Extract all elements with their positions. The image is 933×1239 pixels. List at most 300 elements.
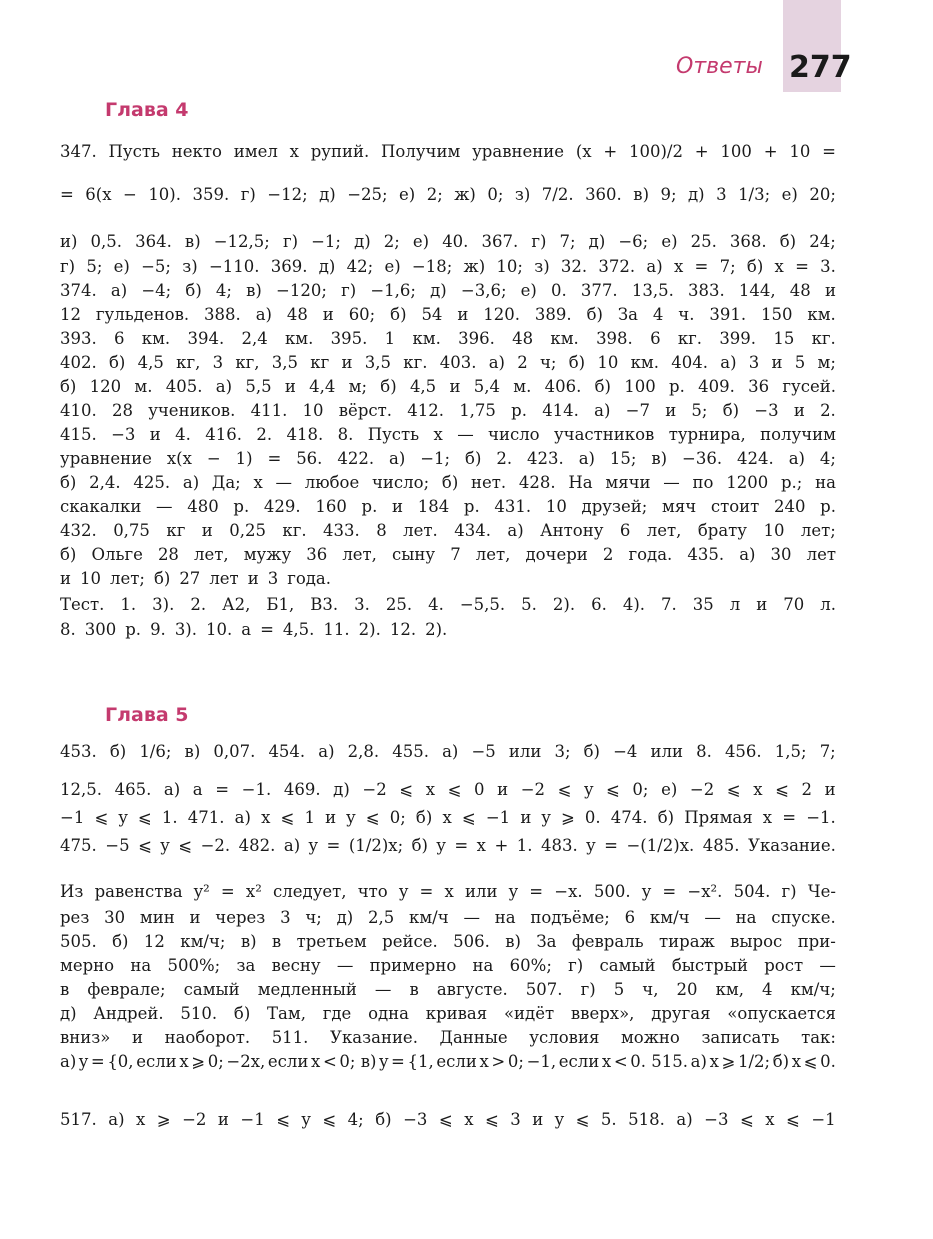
line-word: Андрей. — [93, 1004, 164, 1023]
line-word: кривая — [425, 1004, 488, 1023]
line-word: а) — [255, 305, 272, 324]
line-word: 454. — [268, 742, 306, 761]
line-word: 20; — [809, 185, 836, 204]
answer-line — [60, 257, 836, 281]
line-word: −4; — [141, 281, 172, 300]
answer-line — [60, 1052, 836, 1110]
line-word: y — [436, 836, 446, 855]
line-word: — — [663, 473, 680, 492]
line-word: x — [479, 1052, 489, 1071]
line-word: 184 — [417, 497, 450, 516]
line-word: 8 — [376, 521, 387, 540]
line-word: За — [536, 932, 557, 951]
line-word: г) — [568, 956, 584, 975]
answer-line — [60, 449, 836, 473]
line-word: 240 — [773, 497, 806, 516]
line-word: x — [791, 1052, 802, 1071]
line-word: на — [735, 908, 757, 927]
line-word: на — [472, 956, 494, 975]
line-word: (x — [575, 142, 592, 161]
line-word: в) — [184, 742, 201, 761]
line-word: б) — [375, 1110, 392, 1129]
line-word: лет, — [475, 545, 511, 564]
line-word: лет; — [800, 521, 836, 540]
line-word: = — [90, 1052, 105, 1071]
line-word: 433. — [323, 521, 360, 540]
line-word: 482. — [238, 836, 276, 855]
line-word: а) — [788, 449, 805, 468]
line-word: б) — [380, 377, 397, 396]
line-word: если — [136, 1052, 177, 1071]
line-word: −12; — [267, 185, 308, 204]
line-word: 360. — [585, 185, 622, 204]
line-word: 7. — [661, 595, 677, 614]
line-word: 398. — [596, 329, 633, 348]
line-word: б) — [233, 1004, 251, 1023]
line-word: Получим — [381, 142, 461, 161]
line-word: 5,4 — [473, 377, 500, 396]
line-word: а) — [60, 1052, 77, 1071]
line-word: е) — [520, 281, 537, 300]
line-word: x — [433, 425, 443, 444]
line-word: 2). — [425, 620, 448, 639]
line-word: р. — [233, 497, 250, 516]
answer-line — [60, 329, 836, 353]
line-word: За — [617, 305, 638, 324]
line-word: км. — [412, 329, 441, 348]
line-word: {1, — [407, 1052, 434, 1071]
chapter-5-answers — [60, 742, 836, 1140]
line-word: Из — [60, 882, 84, 901]
line-word: x — [762, 808, 773, 827]
line-word: в) — [246, 281, 262, 300]
line-word: мячи — [605, 473, 651, 492]
line-word: 70 — [783, 595, 805, 614]
line-word: или — [465, 882, 498, 901]
line-word: 0 — [474, 780, 485, 799]
line-word: 2. — [256, 425, 273, 444]
line-word: г) — [240, 185, 256, 204]
chapter-5-heading: Глава 5 — [105, 704, 189, 726]
line-word: 418. — [286, 425, 324, 444]
line-word: 60; — [348, 305, 376, 324]
line-word: б) — [411, 836, 428, 855]
line-word: −3 — [754, 401, 779, 420]
line-word: 7; — [819, 742, 836, 761]
line-word: ч; — [539, 353, 557, 372]
line-word: Данные — [439, 1028, 508, 1047]
line-word: ⩽ — [557, 780, 572, 799]
line-word: а) — [739, 545, 756, 564]
line-word: = — [220, 882, 235, 901]
line-word: 368. — [729, 232, 767, 251]
line-word: б) — [441, 473, 459, 492]
line-word: −5 — [105, 836, 130, 855]
line-word: и — [793, 401, 805, 420]
line-word: 144, — [738, 281, 776, 300]
answer-line — [60, 281, 836, 305]
line-word: 4; — [215, 281, 232, 300]
line-word: 347. — [60, 142, 97, 161]
line-word: е) — [399, 185, 416, 204]
line-word: а) — [646, 257, 663, 276]
line-word: 10 — [763, 521, 785, 540]
line-word: 2; — [426, 185, 443, 204]
line-word: м; — [817, 353, 836, 372]
line-word: 5,5 — [245, 377, 272, 396]
line-word: и — [217, 1110, 229, 1129]
line-word: 7 — [450, 545, 461, 564]
line-word: и) — [60, 232, 78, 251]
line-word: −1 — [240, 1110, 265, 1129]
line-word: 475. — [60, 836, 97, 855]
line-word: −110. — [208, 257, 260, 276]
line-word: 2 — [801, 780, 813, 799]
line-word: x² — [245, 882, 262, 901]
line-word: е) — [661, 780, 678, 799]
line-word: 48 — [512, 329, 534, 348]
line-word: — — [275, 473, 293, 492]
line-word: 369. — [270, 257, 308, 276]
line-word: б) — [746, 257, 764, 276]
line-word: можно — [620, 1028, 680, 1047]
line-word: 1. — [120, 595, 137, 614]
line-word: = — [662, 882, 677, 901]
line-word: y — [398, 882, 409, 901]
line-word: б) — [109, 353, 126, 372]
line-word: — — [704, 908, 721, 927]
line-word: 6 — [619, 521, 631, 540]
line-word: г) — [531, 232, 547, 251]
line-word: б) — [583, 742, 600, 761]
line-word: д) — [318, 257, 336, 276]
line-word: Прямая — [684, 808, 753, 827]
line-word: −1; — [420, 449, 451, 468]
line-word: кг. — [811, 329, 836, 348]
line-word: 1/3; — [738, 185, 771, 204]
line-word: 511. — [271, 1028, 309, 1047]
line-word: 423. — [527, 449, 564, 468]
line-word: Антону — [540, 521, 604, 540]
line-word: 2,4. — [89, 473, 121, 492]
answer-line — [60, 882, 836, 908]
line-word: 500. — [593, 882, 631, 901]
line-word: −1 — [811, 1110, 836, 1129]
line-word: и — [392, 497, 404, 516]
line-word: получим — [760, 425, 836, 444]
line-word: мяч — [661, 497, 697, 516]
line-word: 4,5 — [409, 377, 437, 396]
line-word: + — [763, 142, 778, 161]
line-word: 517. — [60, 1110, 97, 1129]
line-word: = — [782, 808, 797, 827]
line-word: x — [442, 808, 452, 827]
line-word: д) — [430, 281, 447, 300]
line-word: м. — [513, 377, 532, 396]
line-word: б) — [390, 305, 407, 324]
line-word: а) — [318, 742, 335, 761]
line-word: 9; — [660, 185, 677, 204]
line-word: −4 — [613, 742, 638, 761]
line-word: 0; — [507, 1052, 524, 1071]
line-word: р. — [361, 497, 378, 516]
line-word: y — [308, 836, 318, 855]
line-word: р. — [463, 497, 480, 516]
line-word: в) — [240, 932, 257, 951]
line-word: = — [454, 836, 469, 855]
line-word: −12,5; — [213, 232, 270, 251]
answer-line — [60, 1110, 836, 1140]
line-word: число; — [372, 473, 430, 492]
line-word: x — [444, 882, 454, 901]
line-word: 455. — [392, 742, 429, 761]
line-word: км. — [550, 329, 579, 348]
line-word: рост — [764, 956, 804, 975]
line-word: а) — [442, 742, 459, 761]
line-word: −2x, — [226, 1052, 266, 1071]
line-word: 24; — [809, 232, 836, 251]
line-word: рейсе. — [382, 932, 438, 951]
line-word: 4,4 — [309, 377, 336, 396]
line-word: 383. — [687, 281, 725, 300]
line-word: и — [325, 808, 337, 827]
line-word: стоит — [710, 497, 760, 516]
line-word: лет — [209, 569, 239, 588]
line-word: 456. — [724, 742, 762, 761]
answer-line — [60, 808, 836, 836]
line-word: б) — [60, 545, 77, 564]
line-word: 510. — [180, 1004, 218, 1023]
line-word: 399. — [719, 329, 757, 348]
line-word: 422. — [337, 449, 375, 468]
line-word: ч, — [642, 980, 659, 999]
line-word: ⩽ — [276, 1110, 291, 1129]
line-word: 483. — [541, 836, 578, 855]
test-answer-line — [60, 620, 836, 645]
line-word: 4,5 — [137, 353, 164, 372]
line-word: 120 — [89, 377, 122, 396]
line-word: рез — [60, 908, 90, 927]
answer-line — [60, 1028, 836, 1052]
line-word: лет, — [342, 545, 377, 564]
line-word: ⩾ — [721, 1052, 736, 1071]
line-word: и — [149, 425, 161, 444]
line-word: 396. — [458, 329, 495, 348]
line-word: 1200 — [726, 473, 769, 492]
line-word: 372. — [598, 257, 636, 276]
line-word: а) — [507, 521, 524, 540]
line-word: з) — [534, 257, 550, 276]
line-word: в) — [633, 185, 650, 204]
line-word: 7/2. — [541, 185, 574, 204]
line-word: турнира, — [668, 425, 746, 444]
answer-line — [60, 521, 836, 545]
line-word: 35 — [692, 595, 714, 614]
line-word: ⩽ — [803, 1052, 818, 1071]
line-word: 1 — [304, 808, 315, 827]
line-word: — — [374, 980, 392, 999]
line-word: 403. — [439, 353, 477, 372]
line-word: 0; — [487, 185, 504, 204]
line-word: −1,6; — [370, 281, 416, 300]
line-word: 48 — [286, 305, 308, 324]
line-word: 30 — [104, 908, 126, 927]
line-word: км, — [715, 980, 744, 999]
line-word: −3 — [403, 1110, 428, 1129]
line-word: а) — [283, 836, 301, 855]
line-word: лет. — [403, 521, 438, 540]
line-word: б) — [112, 932, 129, 951]
line-word: −2 — [689, 780, 715, 799]
line-word: и — [824, 281, 836, 300]
line-word: 0; — [339, 1052, 356, 1071]
line-word: 395. — [330, 329, 368, 348]
line-word: y — [301, 1110, 311, 1129]
line-word: ⩽ — [178, 836, 193, 855]
line-word: 2. — [190, 595, 207, 614]
line-word: 12,5. — [60, 780, 102, 799]
answer-line — [60, 401, 836, 425]
line-word: а) — [215, 377, 233, 396]
line-word: 1,5; — [774, 742, 807, 761]
line-word: нет. — [471, 473, 507, 492]
line-word: мин — [139, 908, 175, 927]
line-word: 424. — [737, 449, 774, 468]
line-word: в) — [184, 232, 201, 251]
line-word: «идёт — [503, 1004, 555, 1023]
running-header: Ответы — [676, 54, 763, 79]
line-word: 435. — [687, 545, 725, 564]
line-word: а) — [234, 808, 251, 827]
line-word: и — [449, 377, 461, 396]
line-word: Там, — [267, 1004, 306, 1023]
line-word: −x². — [687, 882, 723, 901]
line-word: ч; — [305, 908, 322, 927]
line-word: x — [765, 1110, 775, 1129]
line-word: 10). — [148, 185, 181, 204]
answer-line — [60, 305, 836, 329]
line-word: е) — [412, 232, 430, 251]
line-word: самый — [183, 980, 240, 999]
line-word: и — [532, 1110, 544, 1129]
line-word: 3; — [554, 742, 571, 761]
line-word: км. — [630, 353, 659, 372]
line-word: равенства — [94, 882, 183, 901]
line-word: Че- — [807, 882, 836, 901]
line-word: на — [130, 956, 152, 975]
line-word: а) — [594, 401, 611, 420]
line-word: 36 — [748, 377, 770, 396]
line-word: и — [665, 401, 677, 420]
line-word: 4. — [175, 425, 191, 444]
line-word: некто — [171, 142, 222, 161]
line-word: 3 — [280, 908, 291, 927]
line-word: ⩾ — [156, 1110, 171, 1129]
line-word: б) — [465, 449, 482, 468]
line-word: −7 — [625, 401, 650, 420]
line-word: 12 — [143, 932, 165, 951]
line-word: 40. — [442, 232, 469, 251]
line-word: — — [463, 908, 480, 927]
line-word: 453. — [60, 742, 97, 761]
line-word: 471. — [187, 808, 225, 827]
line-word: 36 — [306, 545, 328, 564]
line-word: = — [260, 620, 274, 639]
line-word: так: — [801, 1028, 836, 1047]
line-word: в) — [651, 449, 668, 468]
line-word: ⩽ — [399, 780, 414, 799]
line-word: медленный — [257, 980, 357, 999]
line-word: км/ч; — [790, 980, 836, 999]
line-word: 415. — [60, 425, 97, 444]
answer-line — [60, 425, 836, 449]
line-word: 4 — [652, 305, 664, 324]
line-word: а) — [110, 281, 128, 300]
line-word: 3 — [212, 353, 224, 372]
line-word: 10 — [80, 569, 101, 588]
line-word: скакалки — [60, 497, 142, 516]
line-word: 54 — [421, 305, 443, 324]
line-word: y — [541, 808, 551, 827]
line-word: 32. — [560, 257, 588, 276]
line-word: 506. — [453, 932, 490, 951]
line-word: 394. — [187, 329, 225, 348]
answer-line — [60, 742, 836, 780]
line-word: 2 — [517, 353, 528, 372]
line-word: з) — [514, 185, 531, 204]
line-word: ⩽ — [447, 780, 462, 799]
line-word: 1. — [161, 808, 178, 827]
line-word: а) — [676, 1110, 693, 1129]
line-word: −120; — [276, 281, 327, 300]
line-word: записать — [701, 1028, 780, 1047]
line-word: −2 — [182, 1110, 207, 1129]
line-word: в — [409, 980, 419, 999]
line-word: 2 — [602, 545, 614, 564]
line-word: 2). — [358, 620, 381, 639]
answer-line — [60, 545, 836, 569]
line-word: и — [131, 1028, 143, 1047]
line-word: ⩽ — [726, 780, 741, 799]
line-word: км/ч; — [180, 932, 226, 951]
line-word: −2. — [200, 836, 231, 855]
line-word: км. — [141, 329, 171, 348]
line-word: км. — [284, 329, 314, 348]
line-word: 402. — [60, 353, 97, 372]
line-word: (1/2)x; — [348, 836, 404, 855]
line-word: 432. — [60, 521, 97, 540]
line-word: а) — [108, 1110, 125, 1129]
line-word: и — [497, 780, 509, 799]
line-word: y — [160, 836, 170, 855]
line-word: 364. — [135, 232, 172, 251]
line-word: ж) — [454, 185, 476, 204]
line-word: x — [774, 257, 784, 276]
line-word: −1. — [806, 808, 836, 827]
answer-line — [60, 569, 836, 593]
line-word: x — [601, 1052, 612, 1071]
answer-line — [60, 1004, 836, 1028]
line-word: −1 — [485, 808, 511, 827]
line-word: и — [247, 569, 259, 588]
line-word: а) — [182, 473, 200, 492]
line-word: −3 — [111, 425, 136, 444]
line-word: 1 — [384, 329, 396, 348]
line-word: 1,75 — [459, 401, 496, 420]
line-word: −(1/2)x. — [626, 836, 695, 855]
line-word: 100 — [624, 377, 656, 396]
line-word: д) — [336, 908, 354, 927]
